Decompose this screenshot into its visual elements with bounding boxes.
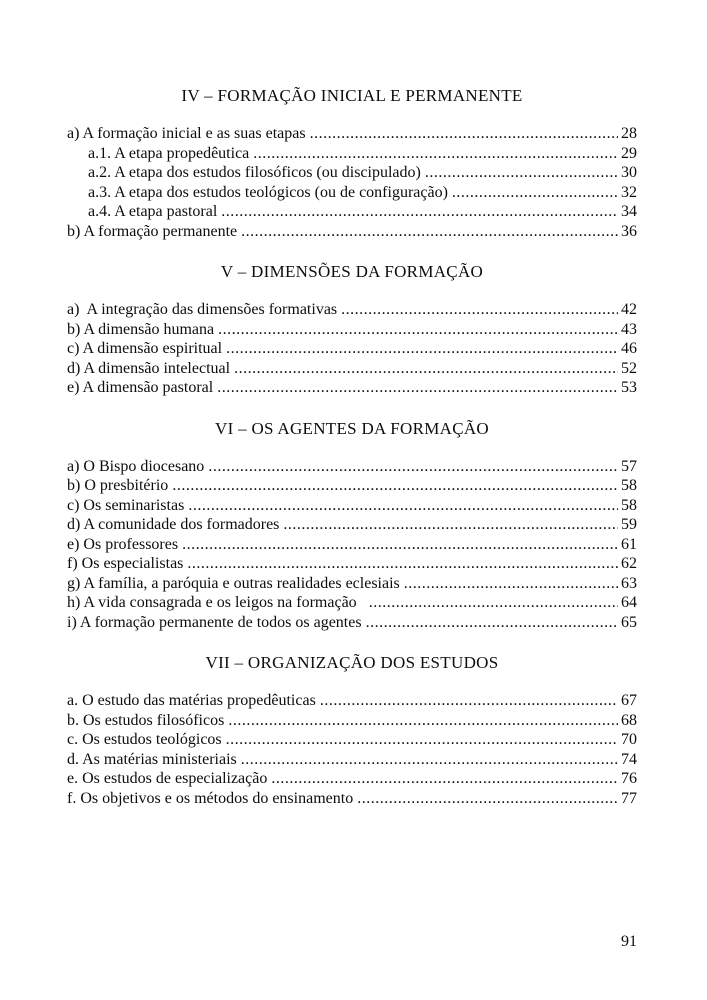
entry-label: a.4. A etapa pastoral (88, 203, 218, 220)
toc-entry (67, 691, 637, 711)
page-number: 91 (621, 933, 637, 950)
entry-label: b) O presbitério (67, 477, 169, 494)
entry-page-number: 34 (621, 203, 637, 220)
dot-leader (234, 359, 618, 379)
dot-leader (341, 300, 618, 320)
entry-label: a. O estudo das matérias propedêuticas (67, 692, 316, 709)
entry-page-number: 30 (621, 164, 637, 181)
dot-leader (208, 457, 618, 477)
entry-label: a) A integração das dimensões formativas (67, 301, 338, 318)
entry-page-number: 61 (621, 535, 637, 553)
entry-page-number: 74 (621, 750, 637, 768)
toc-entry (67, 476, 637, 496)
dot-leader (320, 691, 618, 711)
dot-leader (310, 124, 618, 144)
entry-page-number: 68 (621, 711, 637, 729)
entry-label: a.3. A etapa dos estudos teológicos (ou de configuração) (88, 183, 448, 201)
entry-page-number: 53 (621, 379, 637, 396)
entry-page-number: 28 (621, 125, 637, 142)
entry-label: b) A dimensão humana (67, 320, 215, 338)
entry-page-number: 70 (621, 731, 637, 748)
entry-page-number: 77 (621, 789, 637, 807)
dot-leader (218, 320, 618, 340)
entry-page-number: 65 (621, 613, 637, 631)
entry-page-number: 42 (621, 301, 637, 318)
toc-section (67, 653, 637, 808)
entry-label: e. Os estudos de especialização (67, 770, 268, 787)
toc-sections (67, 86, 637, 808)
dot-leader (217, 378, 618, 398)
toc-entry (67, 339, 637, 359)
toc-section (67, 262, 637, 398)
toc-entry (67, 515, 637, 535)
entry-label: a.2. A etapa dos estudos filosóficos (ou discipulado) (88, 164, 421, 181)
section-entries (67, 457, 637, 633)
dot-leader (241, 750, 618, 770)
toc-section (67, 86, 637, 241)
dot-leader (366, 613, 618, 633)
entry-label: i) A formação permanente de todos os agentes (67, 613, 362, 631)
dot-leader (425, 163, 618, 183)
entry-label: a) O Bispo diocesano (67, 457, 205, 475)
entry-page-number: 32 (621, 183, 637, 201)
toc-entry (67, 496, 637, 516)
toc-entry (67, 789, 637, 809)
entry-page-number: 67 (621, 692, 637, 709)
entry-page-number: 59 (621, 516, 637, 533)
entry-page-number: 43 (621, 320, 637, 338)
dot-leader (221, 202, 618, 222)
toc-entry (67, 457, 637, 477)
section-entries (67, 691, 637, 808)
toc-entry (67, 183, 637, 203)
dot-leader (188, 496, 618, 516)
section-title: VI – OS AGENTES DA FORMAÇÃO (215, 418, 489, 438)
entry-label: b. Os estudos filosóficos (67, 711, 225, 729)
entry-label: f. Os objetivos e os métodos do ensinamento (67, 789, 354, 807)
entry-page-number: 29 (621, 144, 637, 162)
entry-page-number: 58 (621, 496, 637, 514)
toc-entry (67, 300, 637, 320)
entry-page-number: 63 (621, 574, 637, 592)
dot-leader (226, 339, 618, 359)
dot-leader (172, 476, 618, 496)
toc-entry (67, 730, 637, 750)
section-title: IV – FORMAÇÃO INICIAL E PERMANENTE (181, 86, 523, 105)
toc-entry (67, 144, 637, 164)
entry-page-number: 62 (621, 555, 637, 572)
entry-label: d) A dimensão intelectual (67, 359, 231, 377)
dot-leader (226, 730, 618, 750)
dot-leader (369, 593, 618, 613)
entry-page-number: 46 (621, 340, 637, 357)
entry-page-number: 36 (621, 222, 637, 240)
toc-entry (67, 163, 637, 183)
toc-entry (67, 554, 637, 574)
dot-leader (241, 222, 618, 242)
dot-leader (283, 515, 618, 535)
toc-entry (67, 750, 637, 770)
toc-entry (67, 202, 637, 222)
entry-label: c. Os estudos teológicos (67, 731, 222, 748)
dot-leader (253, 144, 618, 164)
toc-section (67, 419, 637, 633)
entry-page-number: 76 (621, 770, 637, 787)
entry-label: h) A vida consagrada e os leigos na formação (67, 594, 365, 611)
entry-label: a) A formação inicial e as suas etapas (67, 125, 306, 142)
entry-label: g) A família, a paróquia e outras realidades eclesiais (67, 574, 400, 592)
document-page (67, 86, 637, 1000)
section-title: V – DIMENSÕES DA FORMAÇÃO (220, 262, 484, 281)
entry-label: f) Os especialistas (67, 555, 184, 572)
toc-entry (67, 359, 637, 379)
dot-leader (357, 789, 618, 809)
dot-leader (404, 574, 618, 594)
dot-leader (452, 183, 618, 203)
dot-leader (271, 769, 618, 789)
toc-entry (67, 222, 637, 242)
entry-label: d. As matérias ministeriais (67, 750, 237, 768)
entry-label: e) A dimensão pastoral (67, 379, 214, 396)
toc-entry (67, 124, 637, 144)
entry-label: a.1. A etapa propedêutica (88, 144, 250, 162)
dot-leader (187, 554, 618, 574)
toc-entry (67, 711, 637, 731)
entry-page-number: 64 (621, 594, 637, 611)
entry-page-number: 57 (621, 457, 637, 475)
dot-leader (228, 711, 618, 731)
entry-label: b) A formação permanente (67, 222, 238, 240)
dot-leader (182, 535, 618, 555)
toc-entry (67, 378, 637, 398)
section-title: VII – ORGANIZAÇÃO DOS ESTUDOS (205, 653, 499, 672)
entry-label: c) Os seminaristas (67, 496, 185, 514)
toc-entry (67, 593, 637, 613)
entry-label: d) A comunidade dos formadores (67, 516, 280, 533)
section-entries (67, 300, 637, 398)
toc-entry (67, 574, 637, 594)
entry-page-number: 52 (621, 359, 637, 377)
entry-page-number: 58 (621, 477, 637, 494)
entry-label: c) A dimensão espiritual (67, 340, 223, 357)
toc-entry (67, 613, 637, 633)
toc-entry (67, 769, 637, 789)
entry-label: e) Os professores (67, 535, 179, 553)
toc-entry (67, 320, 637, 340)
toc-entry (67, 535, 637, 555)
section-entries (67, 124, 637, 241)
